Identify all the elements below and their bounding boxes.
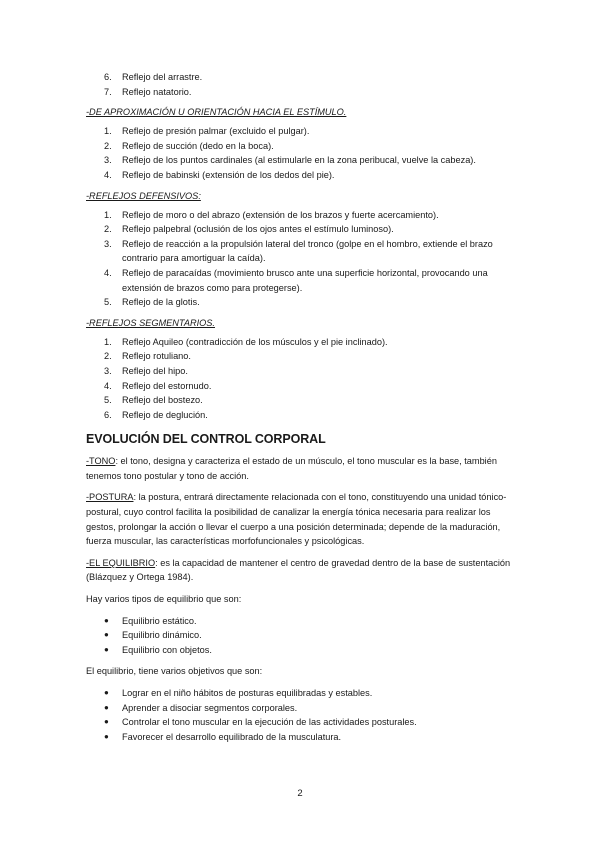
list-item: ● Favorecer el desarrollo equilibrado de la musculatura. <box>86 730 516 745</box>
list-item: 4. Reflejo de babinski (extensión de los dedos del pie). <box>104 169 335 180</box>
list-item: 1. Reflejo de presión palmar (excluido el pulgar). <box>104 126 310 137</box>
list-item: ● Controlar el tono muscular en la ejecución de las actividades posturales. <box>86 715 516 730</box>
list-item: 3. Reflejo de los puntos cardinales (al estimularle en la zona peribucal, vuelve la cabeza). <box>104 155 476 166</box>
list-item: 4. Reflejo del estornudo. <box>104 380 212 391</box>
term-postura: -POSTURA <box>86 492 134 503</box>
paragraph-tono: -TONO: el tono, designa y caracteriza el estado de un músculo, el tono muscular es la base, también tenemos tono postular y tono de acción. <box>86 456 497 481</box>
paragraph-postura: -POSTURA: la postura, entrará directamente relacionada con el tono, constituyendo una unidad tónico-postural, cuyo control facilita la posibilidad de canalizar la energía tónica necesaria para realizar los gestos, prolongar la acción o llevar el cuerpo a una posición determinada; depende de la maduración, fuerza muscular, las características morfofuncionales y psicológicas. <box>86 492 507 547</box>
paragraph-tipos-intro: Hay varios tipos de equilibrio que son: <box>86 594 242 605</box>
list-item: 1. Reflejo de moro o del abrazo (extensión de los brazos y fuerte acercamiento). <box>104 209 439 220</box>
section-title-defensivos: -REFLEJOS DEFENSIVOS: <box>86 190 201 201</box>
list-item: 2. Reflejo rotuliano. <box>104 351 191 362</box>
bullet-icon: ● <box>104 615 109 625</box>
paragraph-objetivos-intro: El equilibrio, tiene varios objetivos que son: <box>86 666 263 677</box>
list-item: 5. Reflejo del bostezo. <box>104 395 203 406</box>
bullet-icon: ● <box>104 688 109 697</box>
list-item: 4. Reflejo de paracaídas (movimiento brusco ante una superficie horizontal, provocando una extensión de brazos como para protegerse). <box>104 267 488 293</box>
list-item: ● Lograr en el niño hábitos de posturas equilibradas y estables. <box>86 686 516 701</box>
bullet-icon: ● <box>104 702 109 712</box>
term-equilibrio: -EL EQUILIBRIO <box>86 557 156 568</box>
heading-evolucion-control-corporal: EVOLUCIÓN DEL CONTROL CORPORAL <box>86 432 326 447</box>
list-item: 7. Reflejo natatorio. <box>104 86 192 97</box>
list-item: ● Equilibrio dinámico. <box>86 628 516 643</box>
page-content <box>86 70 516 744</box>
list-item: 3. Reflejo de reacción a la propulsión lateral del tronco (golpe en el hombro, extiende el brazo contrario para amortiguar la caída). <box>104 238 493 264</box>
term-tono: -TONO <box>86 456 116 467</box>
section-title-aproximacion: -DE APROXIMACIÓN U ORIENTACIÓN HACIA EL ESTÍMULO. <box>86 107 347 118</box>
list-item: 2. Reflejo de succión (dedo en la boca). <box>104 140 274 151</box>
list-item: 5. Reflejo de la glotis. <box>104 297 200 308</box>
list-defensivos <box>86 208 516 310</box>
list-segmentarios <box>86 335 516 423</box>
list-item: 3. Reflejo del hipo. <box>104 365 188 376</box>
list-item: 1. Reflejo Aquileo (contradicción de los músculos y el pie inclinado). <box>104 336 388 347</box>
paragraph-equilibrio: -EL EQUILIBRIO: es la capacidad de mantener el centro de gravedad dentro de la base de sustentación (Blázquez y Ortega 1984). <box>86 557 511 583</box>
list-item: 6. Reflejo de deglución. <box>104 409 208 420</box>
bullet-icon: ● <box>104 717 109 727</box>
list-item: ● Aprender a disociar segmentos corporales. <box>86 701 516 716</box>
list-item: ● Equilibrio estático. <box>86 614 516 629</box>
list-objetivos-equilibrio <box>86 686 516 744</box>
section-title-segmentarios: -REFLEJOS SEGMENTARIOS. <box>86 317 215 328</box>
bullet-icon: ● <box>104 630 109 640</box>
page-number: 2 <box>297 788 303 799</box>
list-tipos-equilibrio <box>86 614 516 658</box>
list-item: 6. Reflejo del arrastre. <box>104 72 203 82</box>
bullet-icon: ● <box>104 731 109 741</box>
bullet-icon: ● <box>104 644 109 654</box>
list-item: ● Equilibrio con objetos. <box>86 643 516 658</box>
list-item: 2. Reflejo palpebral (oclusión de los ojos antes el estímulo luminoso). <box>104 224 394 235</box>
list-reflejos-continuacion <box>86 70 516 99</box>
list-aproximacion <box>86 124 516 182</box>
